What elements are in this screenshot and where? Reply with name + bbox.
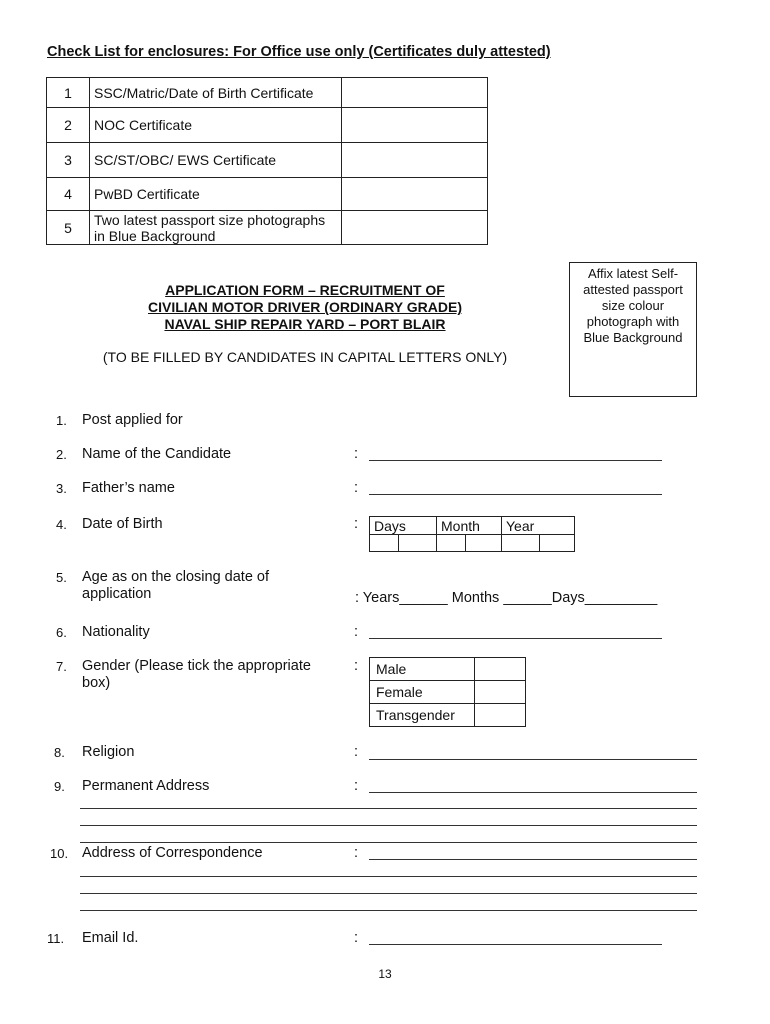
photo-box-text: Affix latest Self-attested passport size colour photograph with Blue Background xyxy=(583,266,683,345)
checklist-label: NOC Certificate xyxy=(90,108,342,143)
dob-month-header: Month xyxy=(437,517,502,535)
table-row xyxy=(47,143,488,178)
checklist-num: 5 xyxy=(47,211,90,245)
dob-label: Date of Birth xyxy=(82,516,163,532)
correspondence-address-field-line-1[interactable] xyxy=(369,859,697,860)
checklist-checkbox[interactable] xyxy=(342,78,488,108)
field-number: 5. xyxy=(56,570,67,585)
post-applied-label: Post applied for xyxy=(82,412,183,428)
colon: : xyxy=(354,516,359,532)
permanent-address-field-line-2[interactable] xyxy=(80,808,697,809)
table-row xyxy=(370,681,526,704)
dob-month-digit-1[interactable] xyxy=(437,535,466,552)
colon: : xyxy=(354,446,359,462)
checklist-label: SSC/Matric/Date of Birth Certificate xyxy=(90,78,342,108)
fill-instruction: (TO BE FILLED BY CANDIDATES IN CAPITAL LETTERS ONLY) xyxy=(102,349,508,365)
field-number: 11. xyxy=(47,931,65,946)
form-title-line-2: CIVILIAN MOTOR DRIVER (ORDINARY GRADE) xyxy=(148,299,462,315)
form-title-line-3: NAVAL SHIP REPAIR YARD – PORT BLAIR xyxy=(164,316,446,332)
colon: : xyxy=(354,658,359,674)
dob-year-digits-2[interactable] xyxy=(539,535,575,552)
nationality-label: Nationality xyxy=(82,624,150,640)
candidate-name-field[interactable] xyxy=(369,460,662,461)
dob-days-header: Days xyxy=(370,517,437,535)
correspondence-address-field-line-3[interactable] xyxy=(80,893,697,894)
field-number: 8. xyxy=(54,745,65,760)
gender-option-male: Male xyxy=(370,658,475,681)
age-label-line-1: Age as on the closing date of xyxy=(82,569,270,585)
checklist-checkbox[interactable] xyxy=(342,211,488,245)
table-row xyxy=(370,704,526,727)
father-name-label: Father’s name xyxy=(82,480,175,496)
page-number: 13 xyxy=(378,967,392,981)
age-label xyxy=(82,569,269,603)
colon: : xyxy=(354,778,359,794)
permanent-address-field-line-1[interactable] xyxy=(369,792,697,793)
dob-month-digit-2[interactable] xyxy=(466,535,502,552)
colon: : xyxy=(354,930,359,946)
checklist-title: Check List for enclosures: For Office use only (Certificates duly attested) xyxy=(47,44,551,60)
table-row xyxy=(47,108,488,143)
checklist-num: 1 xyxy=(47,78,90,108)
field-number: 1. xyxy=(56,413,67,428)
gender-male-checkbox[interactable] xyxy=(475,658,526,681)
email-label: Email Id. xyxy=(82,930,139,946)
photo-box[interactable] xyxy=(569,262,697,397)
table-row xyxy=(370,658,526,681)
correspondence-address-field-line-4[interactable] xyxy=(80,910,697,911)
checklist-checkbox[interactable] xyxy=(342,143,488,178)
father-name-field[interactable] xyxy=(369,494,662,495)
colon: : xyxy=(354,480,359,496)
table-row xyxy=(47,178,488,211)
checklist-num: 3 xyxy=(47,143,90,178)
dob-day-digit-2[interactable] xyxy=(399,535,437,552)
dob-year-header: Year xyxy=(502,517,575,535)
checklist-label: PwBD Certificate xyxy=(90,178,342,211)
field-number: 10. xyxy=(50,846,69,861)
gender-transgender-checkbox[interactable] xyxy=(475,704,526,727)
checklist-num: 4 xyxy=(47,178,90,211)
checklist-label: SC/ST/OBC/ EWS Certificate xyxy=(90,143,342,178)
form-title xyxy=(100,282,510,333)
age-label-line-2: application xyxy=(82,586,152,602)
dob-grid xyxy=(369,516,575,552)
dob-year-digits-1[interactable] xyxy=(502,535,540,552)
checklist-table xyxy=(46,77,488,245)
colon: : xyxy=(354,744,359,760)
field-number: 4. xyxy=(56,517,67,532)
colon: : xyxy=(354,845,359,861)
field-number: 7. xyxy=(56,659,67,674)
gender-table xyxy=(369,657,526,727)
checklist-checkbox[interactable] xyxy=(342,178,488,211)
field-number: 3. xyxy=(56,481,67,496)
field-number: 9. xyxy=(54,779,65,794)
email-field[interactable] xyxy=(369,944,662,945)
nationality-field[interactable] xyxy=(369,638,662,639)
table-row xyxy=(47,211,488,245)
field-number: 2. xyxy=(56,447,67,462)
gender-option-female: Female xyxy=(370,681,475,704)
permanent-address-field-line-4[interactable] xyxy=(80,842,697,843)
permanent-address-field-line-3[interactable] xyxy=(80,825,697,826)
dob-day-digit-1[interactable] xyxy=(370,535,399,552)
correspondence-address-label: Address of Correspondence xyxy=(82,845,263,861)
form-title-line-1: APPLICATION FORM – RECRUITMENT OF xyxy=(165,282,445,298)
correspondence-address-field-line-2[interactable] xyxy=(80,876,697,877)
checklist-checkbox[interactable] xyxy=(342,108,488,143)
candidate-name-label: Name of the Candidate xyxy=(82,446,232,462)
gender-label xyxy=(82,658,311,692)
religion-field[interactable] xyxy=(369,759,697,760)
checklist-num: 2 xyxy=(47,108,90,143)
gender-option-transgender: Transgender xyxy=(370,704,475,727)
field-number: 6. xyxy=(56,625,67,640)
gender-label-line-2: box) xyxy=(82,675,111,691)
gender-label-line-1: Gender (Please tick the appropriate xyxy=(82,658,311,674)
permanent-address-label: Permanent Address xyxy=(82,778,210,794)
religion-label: Religion xyxy=(82,744,135,760)
colon: : xyxy=(354,624,359,640)
age-field[interactable]: : Years______ Months ______Days_________ xyxy=(355,590,658,606)
gender-female-checkbox[interactable] xyxy=(475,681,526,704)
table-row xyxy=(47,78,488,108)
checklist-label: Two latest passport size photographs in Blue Background xyxy=(90,211,342,245)
